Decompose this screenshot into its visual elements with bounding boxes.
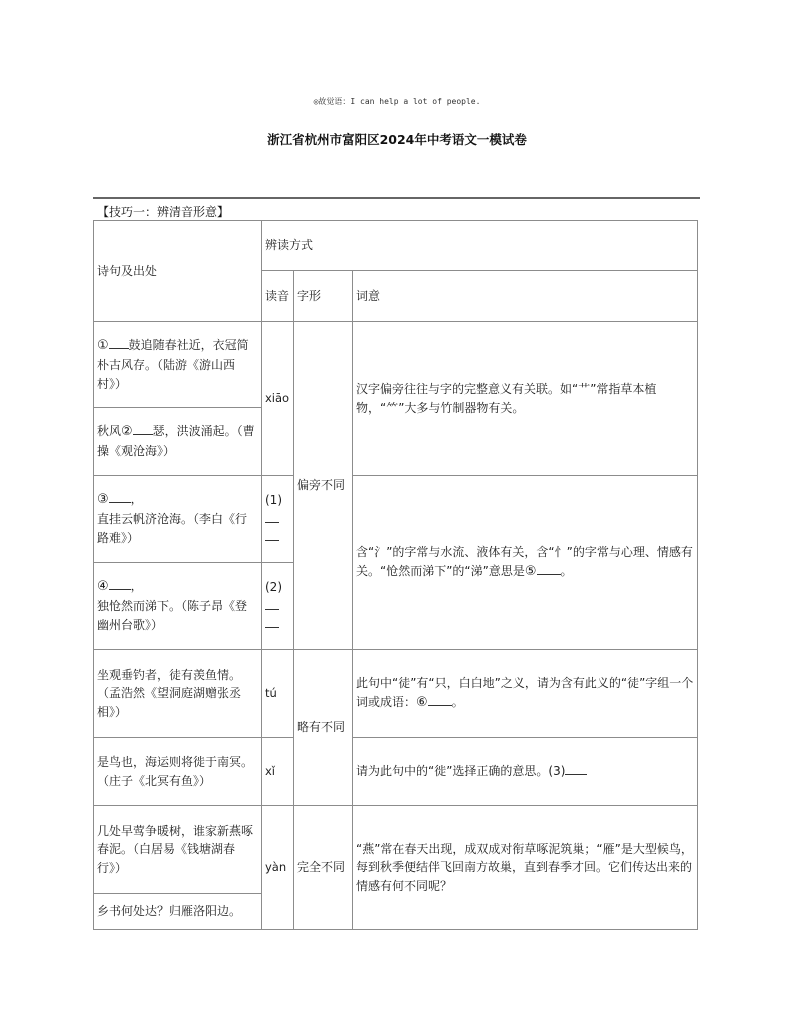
- sound-cell-1: [262, 476, 294, 563]
- motto-line: ◎故觉语：I can help a lot of people.: [313, 97, 481, 106]
- shape-completely-different: 完全不同: [294, 806, 353, 930]
- question-number: ②: [121, 424, 133, 440]
- meaning-text: 请为此句中的“徙”选择正确的意思。(3): [356, 764, 566, 779]
- poem-text: 独怆然而涕下。（陈子昂《登幽州台歌》）: [97, 599, 248, 633]
- answer-blank[interactable]: [109, 589, 131, 590]
- sound-number: (2): [265, 580, 282, 595]
- meaning-radical-note: 汉字偏旁往往与字的完整意义有关联。如“艹”常指草本植物，“⺮”大多与竹制器物有关。: [353, 322, 698, 476]
- poem-row-4: [94, 563, 262, 650]
- poem-prefix: 秋风: [97, 424, 122, 439]
- poem-text: 直挂云帆济沧海。（李白《行路难》）: [97, 512, 248, 546]
- sound-number: (1): [265, 493, 282, 508]
- poem-punct: ，: [130, 492, 143, 507]
- poem-row-7: 几处早莺争暖树，谁家新燕啄春泥。（白居易《钱塘湖春行》）: [94, 806, 262, 894]
- question-number: ⑥: [416, 694, 428, 710]
- question-number: ①: [97, 337, 109, 353]
- question-number: ④: [97, 579, 109, 595]
- answer-blank[interactable]: [265, 540, 279, 541]
- header-sound: 读音: [262, 271, 294, 322]
- meaning-xi-note: [353, 738, 698, 806]
- header-poem-source: 诗句及出处: [94, 221, 262, 322]
- pinyin-tu: tú: [262, 650, 294, 738]
- answer-blank[interactable]: [133, 434, 153, 435]
- meaning-water-heart-note: [353, 476, 698, 650]
- answer-blank[interactable]: [265, 522, 279, 523]
- section-divider: [93, 197, 700, 199]
- shape-radical-different: 偏旁不同: [294, 322, 353, 650]
- answer-blank[interactable]: [265, 627, 279, 628]
- header-meaning: 词意: [353, 271, 698, 322]
- pinyin-xiao: xiāo: [262, 322, 294, 476]
- shape-slightly-different: 略有不同: [294, 650, 353, 806]
- header-shape: 字形: [294, 271, 353, 322]
- answer-blank[interactable]: [109, 502, 131, 503]
- answer-blank[interactable]: [428, 705, 452, 706]
- poem-row-8: 乡书何处达？归雁洛阳边。: [94, 894, 262, 930]
- answer-blank[interactable]: [109, 348, 129, 349]
- section-heading: 【技巧一：辨清音形意】: [97, 205, 230, 219]
- meaning-end: 。: [451, 694, 464, 709]
- answer-blank[interactable]: [565, 774, 587, 775]
- answer-blank[interactable]: [537, 574, 561, 575]
- meaning-end: 。: [560, 563, 573, 578]
- meaning-text: 此句中“徒”有“只，白白地”之义，请为含有此义的“徒”字组一个词或成语：: [356, 676, 694, 709]
- pinyin-yan: yàn: [262, 806, 294, 930]
- meaning-swallow-goose-note: “燕”常在春天出现，成双成对衔草啄泥筑巢；“雁”是大型候鸟，每到秋季便结伴飞回南方故巢，直到春季才回。它们传达出来的情感有何不同呢？: [353, 806, 698, 930]
- page-title: 浙江省杭州市富阳区2024年中考语文一模试卷: [267, 132, 527, 147]
- analysis-table: [93, 220, 698, 930]
- pinyin-xi: xǐ: [262, 738, 294, 806]
- poem-row-2: [94, 408, 262, 476]
- question-number: ③: [97, 492, 109, 508]
- answer-blank[interactable]: [265, 609, 279, 610]
- poem-punct: ，: [130, 579, 143, 594]
- meaning-text: 含“氵”的字常与水流、液体有关，含“忄”的字常与心理、情感有关。“怆然而涕下”的“涕”意思是: [356, 545, 693, 578]
- poem-text: 鼓追随春社近，衣冠简朴古风存。（陆游《游山西村》）: [97, 337, 249, 391]
- poem-row-1: [94, 322, 262, 408]
- poem-row-5: 坐观垂钓者，徒有羡鱼情。（孟浩然《望洞庭湖赠张丞相》）: [94, 650, 262, 738]
- header-method: 辨读方式: [262, 221, 698, 271]
- meaning-tu-note: [353, 650, 698, 738]
- sound-cell-2: [262, 563, 294, 650]
- poem-row-6: 是鸟也，海运则将徙于南冥。（庄子《北冥有鱼》）: [94, 738, 262, 806]
- poem-row-3: [94, 476, 262, 563]
- question-number: ⑤: [524, 563, 537, 579]
- poem-text: 瑟，洪波涌起。（曹操《观沧海》）: [97, 424, 255, 459]
